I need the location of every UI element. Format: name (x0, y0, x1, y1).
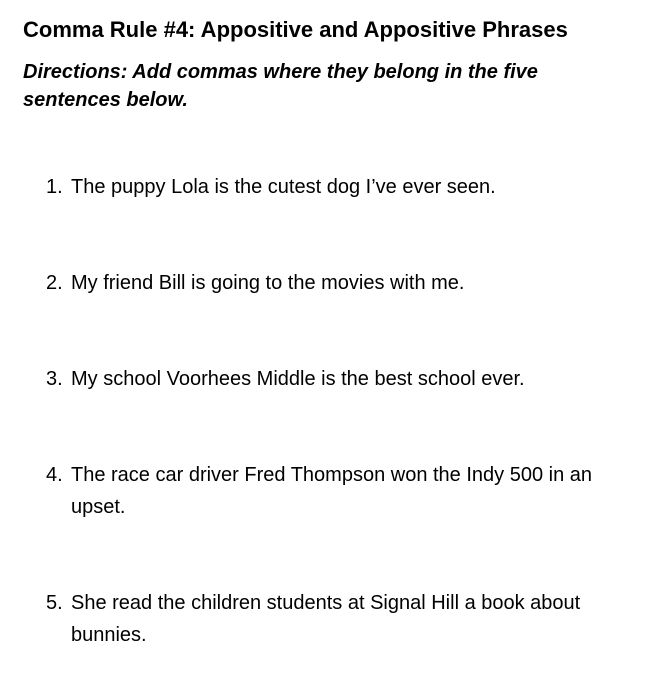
sentence-text: The puppy Lola is the cutest dog I’ve ever seen. (71, 176, 496, 198)
worksheet-title: Comma Rule #4: Appositive and Appositive Phrases (23, 17, 568, 42)
sentence-text: She read the children students at Signal Hill a book about bunnies. (71, 592, 581, 646)
sentence-item (46, 587, 636, 651)
sentence-item (46, 171, 636, 203)
sentence-item (46, 363, 636, 395)
directions-text: Directions: Add commas where they belong in the five sentences below. (23, 61, 538, 111)
sentence-text: My friend Bill is going to the movies with me. (71, 272, 465, 294)
sentence-item (46, 459, 636, 523)
sentence-number: 5. (46, 592, 63, 614)
sentence-text: My school Voorhees Middle is the best school ever. (71, 368, 525, 390)
sentence-number: 3. (46, 368, 63, 390)
sentence-text: The race car driver Fred Thompson won the Indy 500 in an upset. (71, 464, 593, 518)
sentence-number: 2. (46, 272, 63, 294)
sentence-number: 4. (46, 464, 63, 486)
sentence-item (46, 267, 636, 299)
sentence-number: 1. (46, 176, 63, 198)
